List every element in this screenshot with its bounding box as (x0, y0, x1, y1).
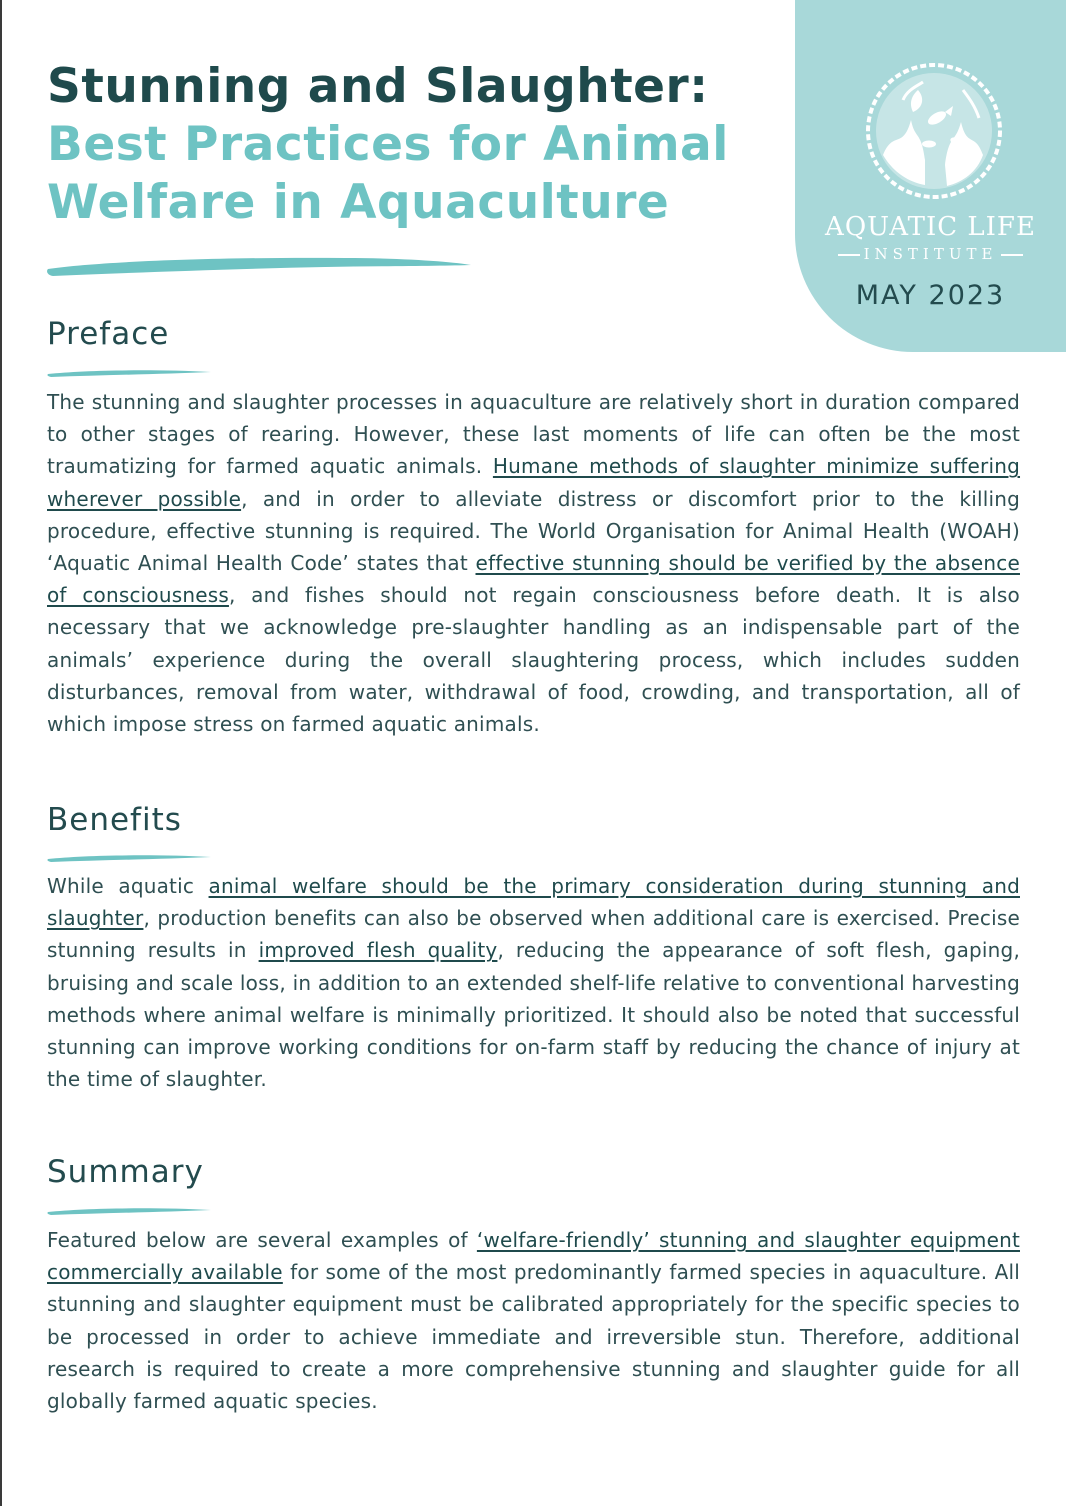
link-animal-welfare-primary[interactable]: animal welfare should be the primary consideration during stunning and slaughter (47, 874, 1020, 931)
heading-underline-preface (45, 367, 215, 379)
page-edge-rule (0, 0, 2, 1506)
title-line-1: Stunning and Slaughter: (47, 59, 709, 114)
publication-date: MAY 2023 (855, 280, 1006, 311)
heading-underline-benefits (45, 852, 215, 864)
header-badge (795, 0, 1066, 352)
link-humane-methods[interactable]: Humane methods of slaughter minimize suffering wherever possible (47, 454, 1021, 511)
paragraph-benefits: While aquatic animal welfare should be the primary consideration during stunning and slaughter, production benefits can also be observed when additional care is exercised. Precise stunning results in improved flesh quality, reducing the appearance of soft flesh, gaping, bruising and scale loss, in addition to an extended shelf-life relative to conventional harvesting methods where animal welfare is minimally prioritized. It should also be noted that successful stunning can improve working conditions for on-farm staff by reducing the chance of injury at the time of slaughter. (47, 874, 1021, 1092)
coral-reef-globe-icon (863, 60, 1005, 202)
link-welfare-friendly-equipment[interactable]: ‘welfare-friendly’ stunning and slaughter equipment commercially available (47, 1228, 1020, 1285)
link-effective-stunning[interactable]: effective stunning should be verified by the absence of consciousness (47, 551, 1020, 608)
heading-summary: Summary (47, 1154, 204, 1190)
heading-underline-summary (45, 1205, 215, 1217)
title-brush-stroke (45, 253, 475, 279)
title-line-2: Best Practices for Animal (47, 117, 729, 172)
document-title (47, 58, 787, 232)
heading-preface: Preface (47, 316, 170, 352)
org-subtitle: INSTITUTE (795, 245, 1066, 263)
title-line-3: Welfare in Aquaculture (47, 175, 670, 230)
paragraph-preface: The stunning and slaughter processes in aquaculture are relatively short in duration compared to other stages of rearing. However, these last moments of life can often be the most traumatizing for farmed aquatic animals. Humane methods of slaughter minimize suffering wherever possible, and in order to alleviate distress or discomfort prior to the killing procedure, effective stunning is required. The World Organisation for Animal Health (WOAH) ‘Aquatic Animal Health Code’ states that effective stunning should be verified by the absence of consciousness, and fishes should not regain consciousness before death. It is also necessary that we acknowledge pre-slaughter handling as an indispensable part of the animals’ experience during the overall slaughtering process, which includes sudden disturbances, removal from water, withdrawal of food, crowding, and transportation, all of which impose stress on farmed aquatic animals. (47, 390, 1021, 737)
heading-benefits: Benefits (47, 802, 182, 838)
paragraph-summary: Featured below are several examples of ‘welfare-friendly’ stunning and slaughter equipment commercially available for some of the most predominantly farmed species in aquaculture. All stunning and slaughter equipment must be calibrated appropriately for the specific species to be processed in order to achieve immediate and irreversible stun. Therefore, additional research is required to create a more comprehensive stunning and slaughter guide for all globally farmed aquatic species. (47, 1228, 1021, 1414)
org-name: AQUATIC LIFE (825, 212, 1036, 242)
link-improved-flesh-quality[interactable]: improved flesh quality (258, 938, 498, 963)
